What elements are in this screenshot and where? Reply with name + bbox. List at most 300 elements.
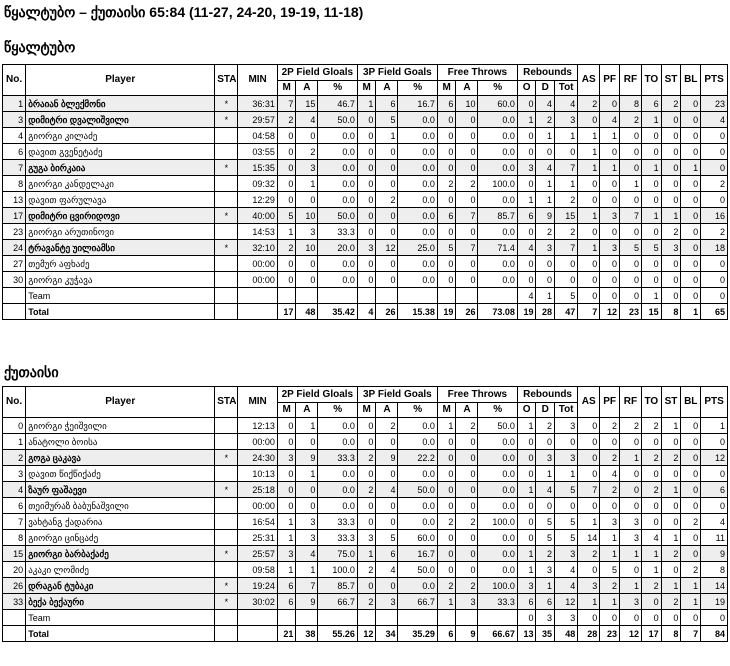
stat-af: 3 (456, 594, 478, 610)
stat-m3: 2 (357, 562, 376, 578)
stat-pf: 1 (600, 128, 620, 144)
stat-af: 0 (456, 128, 478, 144)
header-row (3, 387, 728, 403)
stat-a2: 4 (296, 112, 318, 128)
stat-rf: 1 (619, 450, 641, 466)
stat-pf: 0 (600, 272, 620, 288)
stat-pf: 2 (600, 578, 620, 594)
minutes: 12:13 (238, 418, 277, 434)
stat-p3: 0.0 (398, 160, 437, 176)
total-as: 28 (578, 626, 600, 642)
team-stat-d: 3 (536, 610, 555, 626)
stat-a3: 3 (376, 594, 398, 610)
stat-p2: 0.0 (318, 434, 357, 450)
player-name: აკაკი ლომიძე (26, 562, 215, 578)
total-rf: 23 (619, 304, 641, 320)
stat-m3: 0 (357, 144, 376, 160)
stat-a3: 0 (376, 144, 398, 160)
stat-st: 0 (661, 256, 681, 272)
starter-mark (215, 530, 238, 546)
minutes: 15:35 (238, 160, 277, 176)
stat-rf: 0 (619, 272, 641, 288)
stat-as: 1 (578, 144, 600, 160)
stat-d: 0 (536, 434, 555, 450)
stat-m3: 0 (357, 498, 376, 514)
stat-p2: 0.0 (318, 466, 357, 482)
stat-d: 2 (536, 546, 555, 562)
player-name: გიორგი კუჭავა (26, 272, 215, 288)
player-row (3, 112, 728, 128)
empty-cell (357, 288, 376, 304)
stat-m3: 0 (357, 578, 376, 594)
header-sta: STA (215, 387, 238, 418)
player-number: 24 (3, 240, 26, 256)
player-number: 13 (3, 192, 26, 208)
stat-a3: 0 (376, 160, 398, 176)
stat-bl: 1 (681, 578, 701, 594)
player-name: ანატოლი ბოისა (26, 434, 215, 450)
stat-pts: 9 (701, 546, 728, 562)
player-number: 17 (3, 208, 26, 224)
stat-p3: 0.0 (398, 466, 437, 482)
player-row (3, 578, 728, 594)
stat-to: 0 (641, 224, 661, 240)
stat-a3: 2 (376, 418, 398, 434)
stat-st: 0 (661, 176, 681, 192)
empty-cell (277, 610, 296, 626)
stat-mf: 0 (437, 160, 456, 176)
stat-to: 6 (641, 96, 661, 112)
stat-d: 4 (536, 96, 555, 112)
stat-p2: 33.3 (318, 514, 357, 530)
minutes: 09:58 (238, 562, 277, 578)
stat-pf: 5 (600, 562, 620, 578)
stat-rf: 1 (619, 546, 641, 562)
player-number: 33 (3, 594, 26, 610)
stat-as: 0 (578, 192, 600, 208)
stat-pts: 11 (701, 530, 728, 546)
stat-st: 0 (661, 434, 681, 450)
stat-p2: 33.3 (318, 450, 357, 466)
stat-as: 1 (578, 128, 600, 144)
stat-bl: 0 (681, 144, 701, 160)
stat-o: 0 (517, 128, 536, 144)
player-number: 8 (3, 176, 26, 192)
empty-cell (215, 610, 238, 626)
subheader-tot: Tot (555, 403, 578, 418)
stat-mf: 0 (437, 498, 456, 514)
stat-a2: 3 (296, 160, 318, 176)
stat-af: 0 (456, 224, 478, 240)
stat-pf: 0 (600, 434, 620, 450)
empty-cell (277, 288, 296, 304)
player-number: 7 (3, 160, 26, 176)
stat-m3: 0 (357, 418, 376, 434)
header-2p-field-goals: 2P Field Gloals (277, 65, 357, 81)
stat-as: 2 (578, 546, 600, 562)
stat-m2: 0 (277, 272, 296, 288)
total-m3: 12 (357, 626, 376, 642)
stat-pf: 71.4 (478, 240, 517, 256)
stat-a2: 10 (296, 240, 318, 256)
team-label: Team (26, 610, 215, 626)
total-m3: 4 (357, 304, 376, 320)
stat-af: 0 (456, 112, 478, 128)
stat-as: 14 (578, 530, 600, 546)
stat-o: 1 (517, 418, 536, 434)
stat-mf: 1 (437, 418, 456, 434)
stat-m3: 0 (357, 160, 376, 176)
player-number: 4 (3, 482, 26, 498)
starter-mark (215, 272, 238, 288)
starter-mark: * (215, 578, 238, 594)
header-sta: STA (215, 65, 238, 96)
minutes: 25:57 (238, 546, 277, 562)
stat-p3: 16.7 (398, 546, 437, 562)
team-stat-pf: 0 (600, 610, 620, 626)
stat-bl: 0 (681, 466, 701, 482)
stat-pts: 0 (701, 434, 728, 450)
minutes: 09:32 (238, 176, 277, 192)
empty-cell (357, 610, 376, 626)
subheader-a: A (456, 81, 478, 96)
stat-mf: 0 (437, 256, 456, 272)
minutes: 19:24 (238, 578, 277, 594)
team-stat-bl: 0 (681, 610, 701, 626)
player-row (3, 192, 728, 208)
stat-p3: 0.0 (398, 418, 437, 434)
player-row (3, 208, 728, 224)
stat-to: 2 (641, 450, 661, 466)
player-number: 2 (3, 450, 26, 466)
stat-as: 1 (578, 208, 600, 224)
stat-a2: 1 (296, 176, 318, 192)
stat-mf: 0 (437, 224, 456, 240)
stat-o: 0 (517, 176, 536, 192)
stat-st: 2 (661, 96, 681, 112)
stat-pf: 100.0 (478, 176, 517, 192)
stat-o: 0 (517, 498, 536, 514)
stat-to: 0 (641, 272, 661, 288)
stat-p3: 0.0 (398, 514, 437, 530)
stat-o: 0 (517, 224, 536, 240)
minutes: 36:31 (238, 96, 277, 112)
team-stat-to: 1 (641, 288, 661, 304)
starter-mark (215, 192, 238, 208)
player-number: 26 (3, 578, 26, 594)
stat-bl: 1 (681, 594, 701, 610)
stat-p3: 0.0 (398, 192, 437, 208)
stat-pts: 4 (701, 514, 728, 530)
stat-p2: 0.0 (318, 144, 357, 160)
stat-p2: 0.0 (318, 176, 357, 192)
stat-pf: 100.0 (478, 514, 517, 530)
stat-m3: 0 (357, 208, 376, 224)
stat-bl: 2 (681, 514, 701, 530)
minutes: 25:18 (238, 482, 277, 498)
stat-tot: 15 (555, 208, 578, 224)
subheader-m: M (357, 81, 376, 96)
team-stat-tot: 3 (555, 610, 578, 626)
stat-m2: 0 (277, 418, 296, 434)
total-pts: 84 (701, 626, 728, 642)
header-player: Player (26, 387, 215, 418)
header-to: TO (641, 65, 661, 96)
starter-mark (215, 224, 238, 240)
stat-rf: 0 (619, 224, 641, 240)
subheader-pct: % (478, 81, 517, 96)
stat-af: 0 (456, 498, 478, 514)
stat-o: 0 (517, 96, 536, 112)
total-p2: 55.26 (318, 626, 357, 642)
stat-m2: 0 (277, 128, 296, 144)
header-rf: RF (619, 65, 641, 96)
stat-pf: 0.0 (478, 546, 517, 562)
subheader-pct: % (318, 81, 357, 96)
stat-as: 0 (578, 418, 600, 434)
stat-m2: 2 (277, 112, 296, 128)
stat-pts: 0 (701, 498, 728, 514)
player-row (3, 482, 728, 498)
subheader-pct: % (398, 403, 437, 418)
stat-mf: 0 (437, 482, 456, 498)
total-a3: 26 (376, 304, 398, 320)
stat-a2: 3 (296, 514, 318, 530)
stat-d: 2 (536, 112, 555, 128)
stat-a3: 9 (376, 450, 398, 466)
stat-o: 0 (517, 256, 536, 272)
stat-a2: 0 (296, 434, 318, 450)
stat-to: 1 (641, 562, 661, 578)
stat-to: 2 (641, 418, 661, 434)
player-name: თემურ აფხაძე (26, 256, 215, 272)
stat-af: 0 (456, 256, 478, 272)
player-number: 20 (3, 562, 26, 578)
stat-af: 0 (456, 482, 478, 498)
starter-mark: * (215, 482, 238, 498)
stat-p2: 0.0 (318, 498, 357, 514)
stat-a2: 9 (296, 450, 318, 466)
stat-a3: 6 (376, 96, 398, 112)
empty-cell (296, 288, 318, 304)
stat-mf: 0 (437, 128, 456, 144)
total-bl: 7 (681, 626, 701, 642)
stat-a3: 5 (376, 112, 398, 128)
header-no: No. (3, 387, 26, 418)
empty-cell (456, 288, 478, 304)
stat-rf: 0 (619, 192, 641, 208)
total-tot: 47 (555, 304, 578, 320)
team-stat-st: 0 (661, 610, 681, 626)
stat-o: 3 (517, 160, 536, 176)
stat-pts: 0 (701, 192, 728, 208)
empty-cell (215, 288, 238, 304)
stat-a2: 4 (296, 546, 318, 562)
stat-rf: 0 (619, 498, 641, 514)
stat-a2: 10 (296, 208, 318, 224)
stat-p2: 0.0 (318, 272, 357, 288)
total-rf: 12 (619, 626, 641, 642)
stat-pts: 14 (701, 578, 728, 594)
stat-st: 0 (661, 144, 681, 160)
empty-cell (215, 626, 238, 642)
stat-st: 0 (661, 112, 681, 128)
player-row (3, 160, 728, 176)
starter-mark (215, 466, 238, 482)
minutes: 10:13 (238, 466, 277, 482)
subheader-o: O (517, 81, 536, 96)
player-row (3, 224, 728, 240)
stat-a3: 0 (376, 208, 398, 224)
stat-tot: 3 (555, 450, 578, 466)
stat-o: 0 (517, 272, 536, 288)
minutes: 12:29 (238, 192, 277, 208)
stat-to: 0 (641, 514, 661, 530)
player-number: 1 (3, 96, 26, 112)
stat-as: 7 (578, 482, 600, 498)
stat-tot: 0 (555, 256, 578, 272)
stat-bl: 0 (681, 530, 701, 546)
stat-p2: 66.7 (318, 594, 357, 610)
stat-tot: 5 (555, 530, 578, 546)
minutes: 00:00 (238, 434, 277, 450)
stat-bl: 0 (681, 450, 701, 466)
stat-o: 4 (517, 240, 536, 256)
header-st: ST (661, 65, 681, 96)
stat-pf: 0.0 (478, 160, 517, 176)
stat-rf: 0 (619, 562, 641, 578)
stat-mf: 0 (437, 112, 456, 128)
stat-p2: 50.0 (318, 112, 357, 128)
stat-bl: 0 (681, 96, 701, 112)
stat-m2: 3 (277, 546, 296, 562)
stat-bl: 0 (681, 482, 701, 498)
stat-a2: 1 (296, 466, 318, 482)
total-pf: 23 (600, 626, 620, 642)
empty-cell (3, 626, 26, 642)
stat-pf: 1 (600, 546, 620, 562)
team-stat-bl: 0 (681, 288, 701, 304)
team-name-away: ქუთაისი (4, 364, 59, 380)
stat-d: 1 (536, 176, 555, 192)
player-name: ბექა ბექაური (26, 594, 215, 610)
stat-a3: 0 (376, 578, 398, 594)
stat-m3: 1 (357, 546, 376, 562)
stat-m2: 6 (277, 578, 296, 594)
total-d: 35 (536, 626, 555, 642)
stat-af: 0 (456, 160, 478, 176)
stat-a2: 3 (296, 224, 318, 240)
stat-pf: 100.0 (478, 578, 517, 594)
stat-p3: 66.7 (398, 594, 437, 610)
stat-to: 1 (641, 160, 661, 176)
total-a2: 48 (296, 304, 318, 320)
total-p3: 35.29 (398, 626, 437, 642)
player-name: ტრავანტე უილიამსი (26, 240, 215, 256)
stat-m2: 3 (277, 450, 296, 466)
stat-bl: 0 (681, 546, 701, 562)
starter-mark (215, 144, 238, 160)
stat-to: 0 (641, 466, 661, 482)
player-row (3, 418, 728, 434)
stat-tot: 2 (555, 224, 578, 240)
stat-as: 0 (578, 498, 600, 514)
player-row (3, 128, 728, 144)
empty-cell (3, 288, 26, 304)
player-number: 4 (3, 128, 26, 144)
stat-pf: 0 (600, 96, 620, 112)
stat-pf: 0.0 (478, 466, 517, 482)
stat-o: 1 (517, 546, 536, 562)
stat-m3: 0 (357, 176, 376, 192)
stat-m2: 0 (277, 192, 296, 208)
stat-p3: 0.0 (398, 128, 437, 144)
total-pf: 66.67 (478, 626, 517, 642)
stat-p3: 22.2 (398, 450, 437, 466)
team-stat-to: 0 (641, 610, 661, 626)
player-row (3, 466, 728, 482)
team-stat-pts: 0 (701, 288, 728, 304)
stat-as: 3 (578, 578, 600, 594)
stat-tot: 0 (555, 272, 578, 288)
stat-pf: 0 (600, 144, 620, 160)
empty-cell (376, 288, 398, 304)
stat-mf: 0 (437, 272, 456, 288)
team-stat-as: 0 (578, 610, 600, 626)
stat-pf: 1 (600, 530, 620, 546)
stat-d: 0 (536, 144, 555, 160)
minutes: 24:30 (238, 450, 277, 466)
subheader-a: A (376, 403, 398, 418)
stat-d: 5 (536, 514, 555, 530)
player-row (3, 240, 728, 256)
player-row (3, 256, 728, 272)
stat-pf: 3 (600, 208, 620, 224)
stat-as: 1 (578, 240, 600, 256)
stat-d: 1 (536, 466, 555, 482)
stat-a2: 3 (296, 530, 318, 546)
total-st: 8 (661, 304, 681, 320)
stat-a3: 0 (376, 466, 398, 482)
stat-tot: 0 (555, 498, 578, 514)
stat-a2: 7 (296, 578, 318, 594)
starter-mark (215, 256, 238, 272)
stat-p3: 60.0 (398, 530, 437, 546)
stat-to: 2 (641, 578, 661, 594)
header-free-throws: Free Throws (437, 387, 517, 403)
starter-mark: * (215, 546, 238, 562)
stat-m3: 0 (357, 272, 376, 288)
stat-m3: 2 (357, 450, 376, 466)
stat-p2: 0.0 (318, 128, 357, 144)
stat-a2: 15 (296, 96, 318, 112)
stat-as: 1 (578, 160, 600, 176)
stat-st: 2 (661, 594, 681, 610)
stat-pts: 6 (701, 482, 728, 498)
stat-pts: 0 (701, 128, 728, 144)
stat-st: 2 (661, 450, 681, 466)
stat-p3: 50.0 (398, 562, 437, 578)
stat-rf: 5 (619, 240, 641, 256)
stat-a3: 4 (376, 562, 398, 578)
stat-m2: 1 (277, 530, 296, 546)
starter-mark: * (215, 240, 238, 256)
header-bl: BL (681, 387, 701, 418)
minutes: 00:00 (238, 498, 277, 514)
total-mf: 6 (437, 626, 456, 642)
stat-p3: 0.0 (398, 498, 437, 514)
empty-cell (398, 288, 437, 304)
